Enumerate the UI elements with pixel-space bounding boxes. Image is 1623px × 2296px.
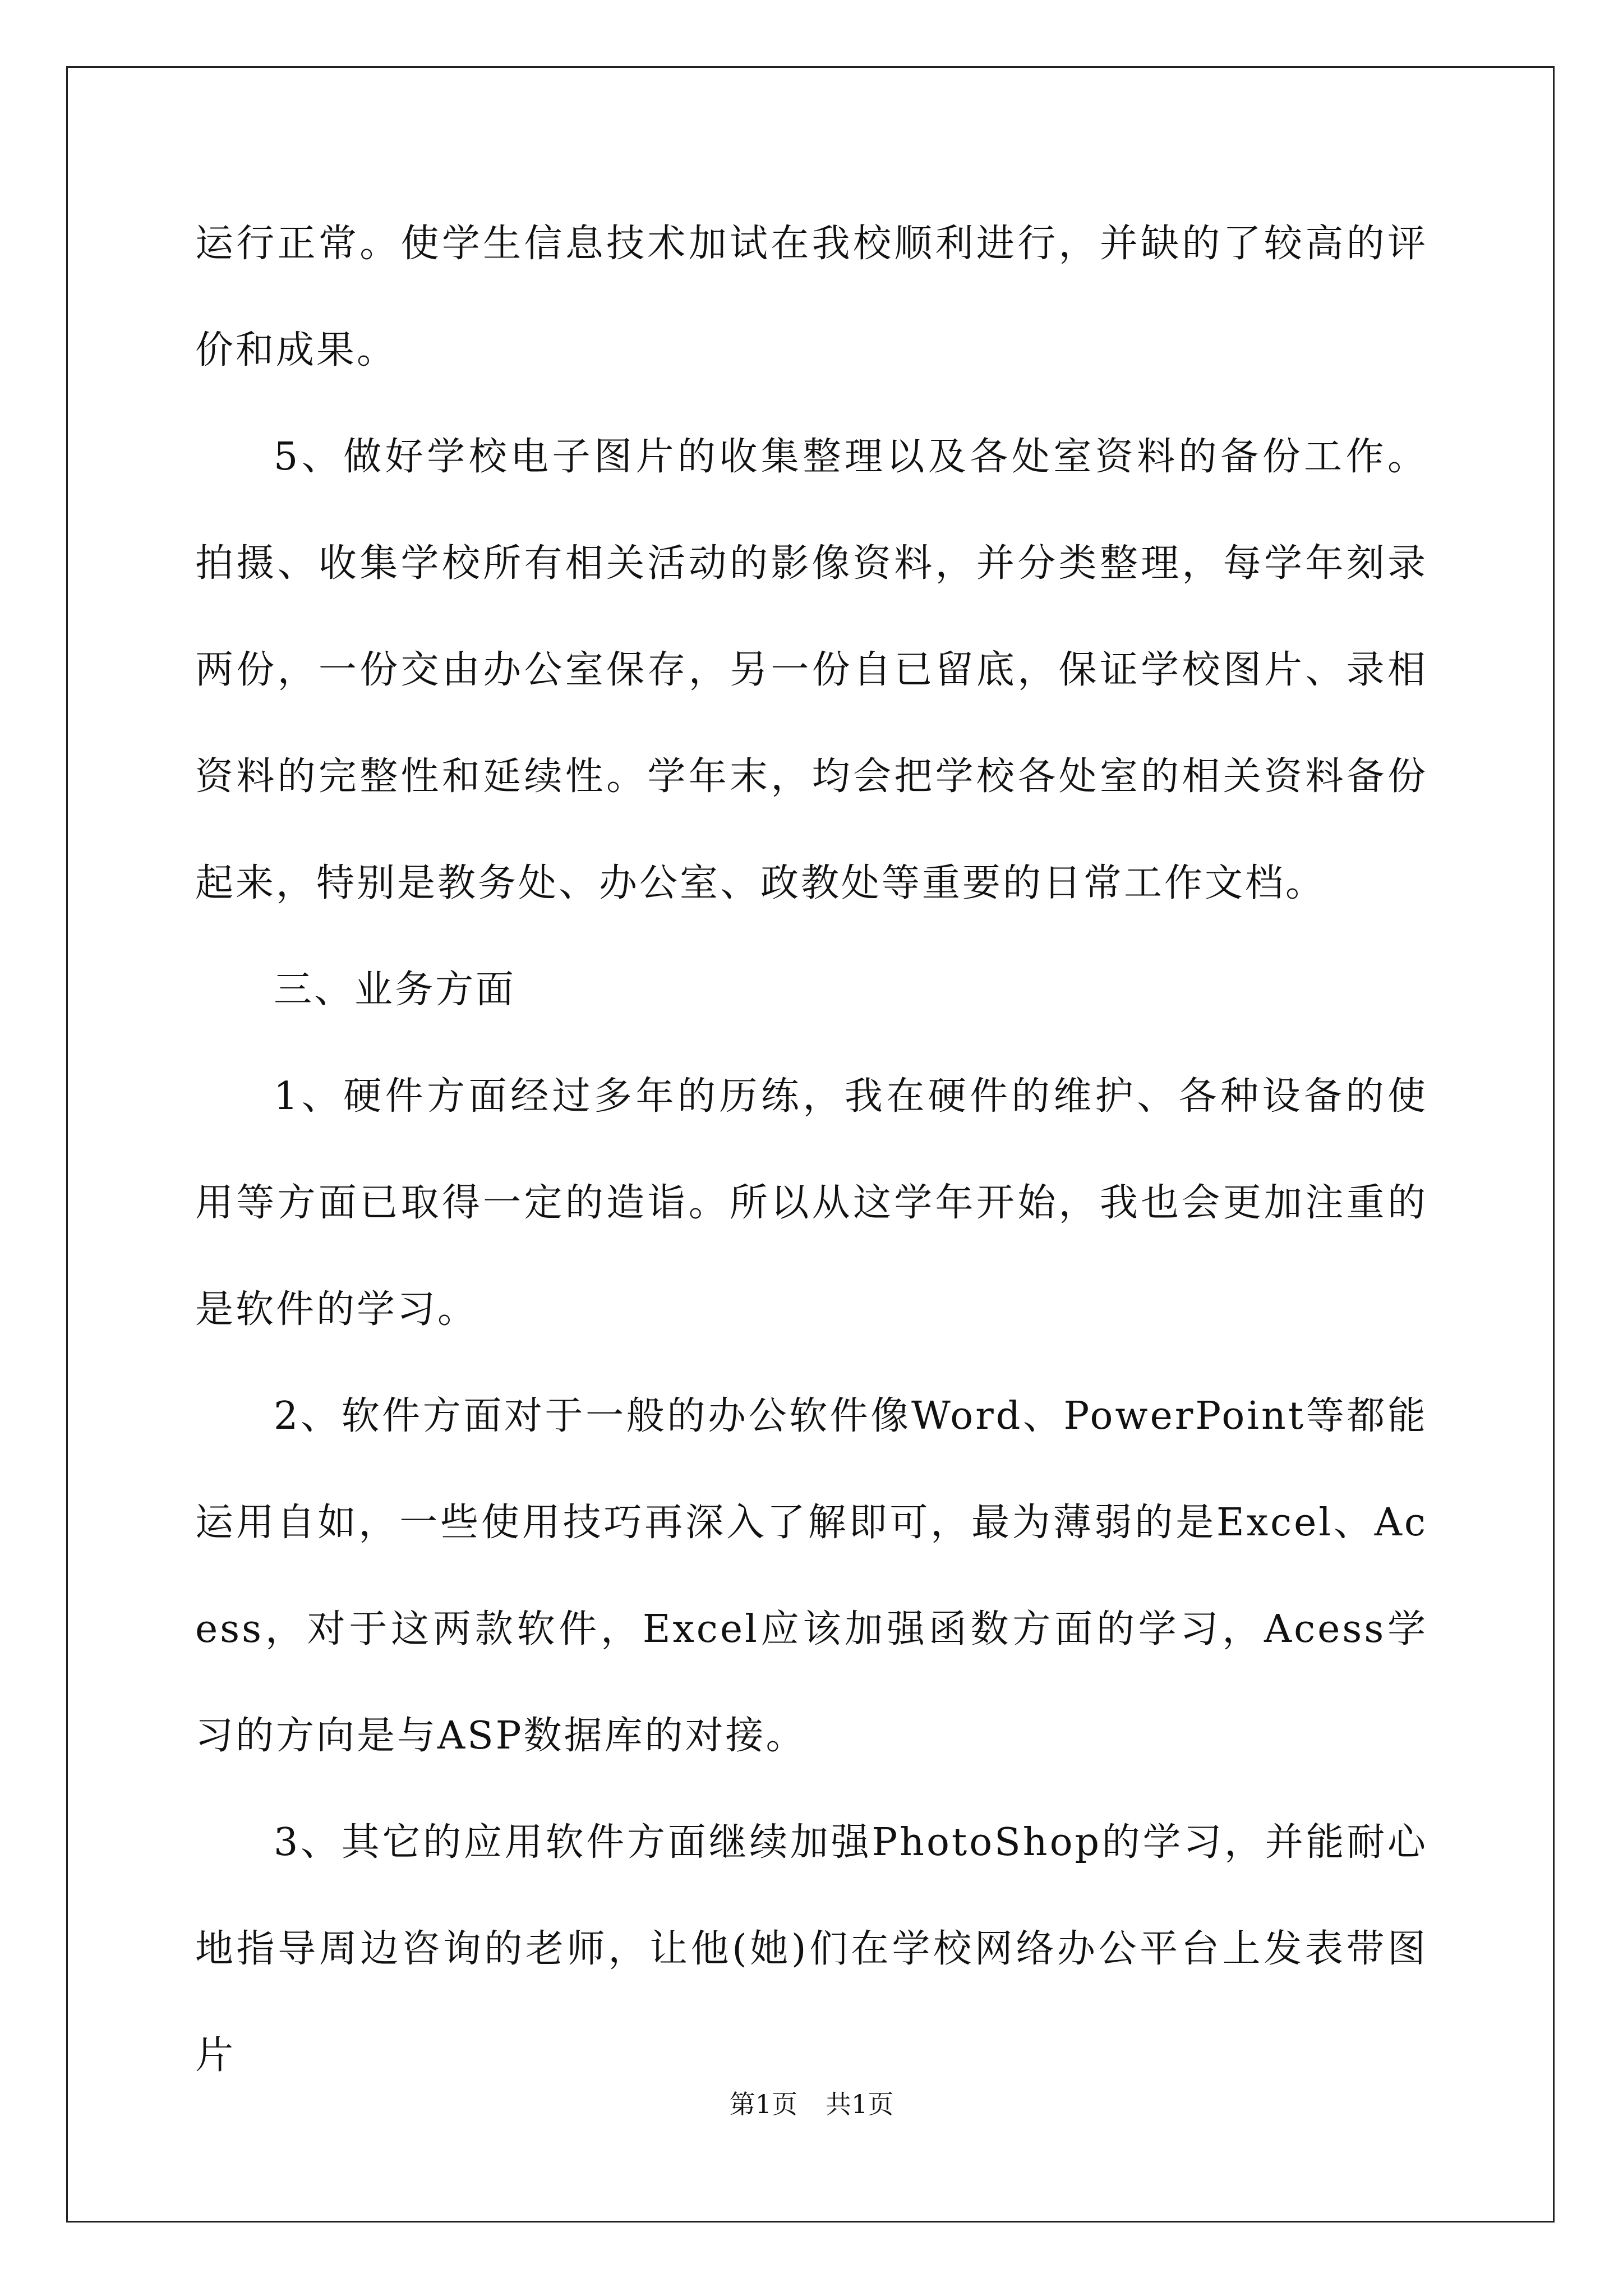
page-footer bbox=[0, 2084, 1623, 2121]
paragraph: 3、其它的应用软件方面继续加强PhotoShop的学习，并能耐心地指导周边咨询的老师，让他(她)们在学校网络办公平台上发表带图片 bbox=[195, 1820, 1428, 2078]
paragraph: 5、做好学校电子图片的收集整理以及各处室资料的备份工作。拍摄、收集学校所有相关活动的影像资料，并分类整理，每学年刻录两份，一份交由办公室保存，另一份自已留底，保证学校图片、录相资料的完整性和延续性。学年末，均会把学校各处室的相关资料备份起来，特别是教务处、办公室、政教处等重要的日常工作文档。 bbox=[195, 435, 1428, 905]
paragraph: 运行正常。使学生信息技术加试在我校顺利进行，并缺的了较高的评价和成果。 bbox=[195, 222, 1428, 372]
paragraph: 2、软件方面对于一般的办公软件像Word、PowerPoint等都能运用自如，一些使用技巧再深入了解即可，最为薄弱的是Excel、Acess，对于这两款软件，Excel应该加强函数方面的学习，Acess学习的方向是与ASP数据库的对接。 bbox=[195, 1394, 1428, 1758]
document-body bbox=[195, 191, 1428, 2109]
paragraph: 1、硬件方面经过多年的历练，我在硬件的维护、各种设备的使用等方面已取得一定的造诣。所以从这学年开始，我也会更加注重的是软件的学习。 bbox=[195, 1074, 1428, 1332]
section-heading: 三、业务方面 bbox=[274, 968, 517, 1012]
page-number: 第1页 bbox=[729, 2089, 797, 2119]
page-total: 共1页 bbox=[826, 2089, 894, 2119]
